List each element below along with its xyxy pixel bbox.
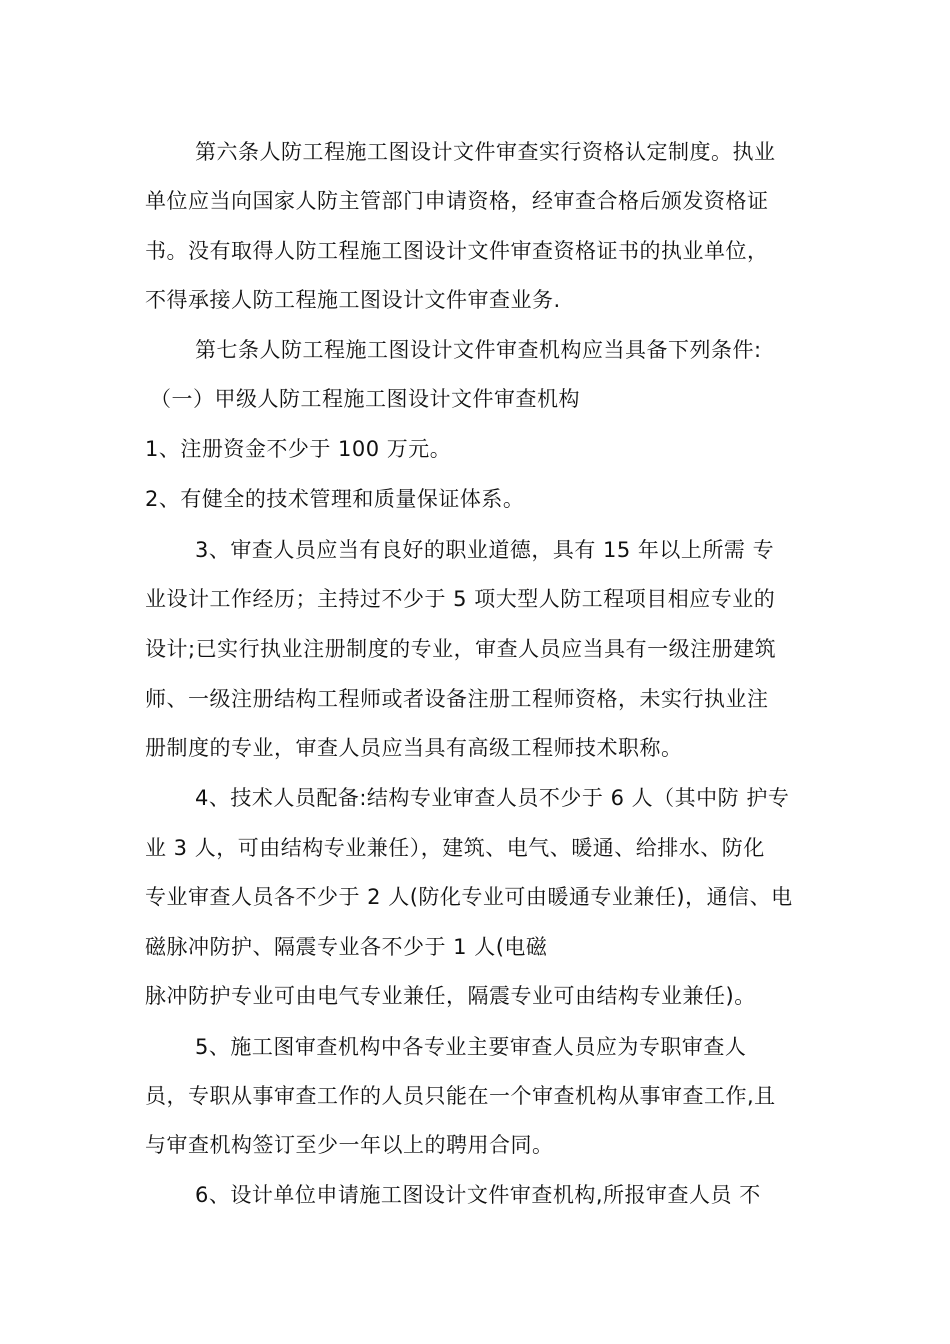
paragraph-line: 单位应当向国家人防主管部门申请资格，经审查合格后颁发资格证 (145, 189, 769, 213)
list-item: 4、技术人员配备:结构专业审查人员不少于 6 人（其中防 护专 (195, 786, 790, 810)
paragraph-line: 磁脉冲防护、隔震专业各不少于 1 人(电磁 (145, 935, 548, 959)
paragraph-line: 脉冲防护专业可由电气专业兼任，隔震专业可由结构专业兼任)。 (145, 984, 756, 1008)
paragraph-line: 不得承接人防工程施工图设计文件审查业务. (145, 288, 561, 312)
paragraph-line: 师、一级注册结构工程师或者设备注册工程师资格，未实行执业注 (145, 687, 769, 711)
list-item: 3、审查人员应当有良好的职业道德，具有 15 年以上所需 专 (195, 538, 775, 562)
paragraph-line: 与审查机构签订至少一年以上的聘用合同。 (145, 1133, 554, 1157)
paragraph-line: 第七条人防工程施工图设计文件审查机构应当具备下列条件: (195, 338, 762, 362)
paragraph-line: 员，专职从事审查工作的人员只能在一个审查机构从事审查工作,且 (145, 1084, 776, 1108)
list-item: 1、注册资金不少于 100 万元。 (145, 437, 452, 461)
list-item: 6、设计单位申请施工图设计文件审查机构,所报审查人员 不 (195, 1183, 761, 1207)
paragraph-line: 书。没有取得人防工程施工图设计文件审查资格证书的执业单位， (145, 239, 769, 263)
paragraph-line: 设计;已实行执业注册制度的专业，审查人员应当具有一级注册建筑 (145, 637, 777, 661)
section-heading: （一）甲级人防工程施工图设计文件审查机构 (150, 387, 580, 411)
list-item: 2、有健全的技术管理和质量保证体系。 (145, 487, 525, 511)
paragraph-line: 业设计工作经历；主持过不少于 5 项大型人防工程项目相应专业的 (145, 587, 776, 611)
paragraph-line: 专业审查人员各不少于 2 人(防化专业可由暖通专业兼任)，通信、电 (145, 885, 793, 909)
list-item: 5、施工图审查机构中各专业主要审查人员应为专职审查人 (195, 1035, 747, 1059)
paragraph-line: 第六条人防工程施工图设计文件审查实行资格认定制度。执业 (195, 140, 776, 164)
paragraph-line: 册制度的专业，审查人员应当具有高级工程师技术职称。 (145, 736, 683, 760)
paragraph-line: 业 3 人，可由结构专业兼任），建筑、电气、暖通、给排水、防化 (145, 836, 765, 860)
